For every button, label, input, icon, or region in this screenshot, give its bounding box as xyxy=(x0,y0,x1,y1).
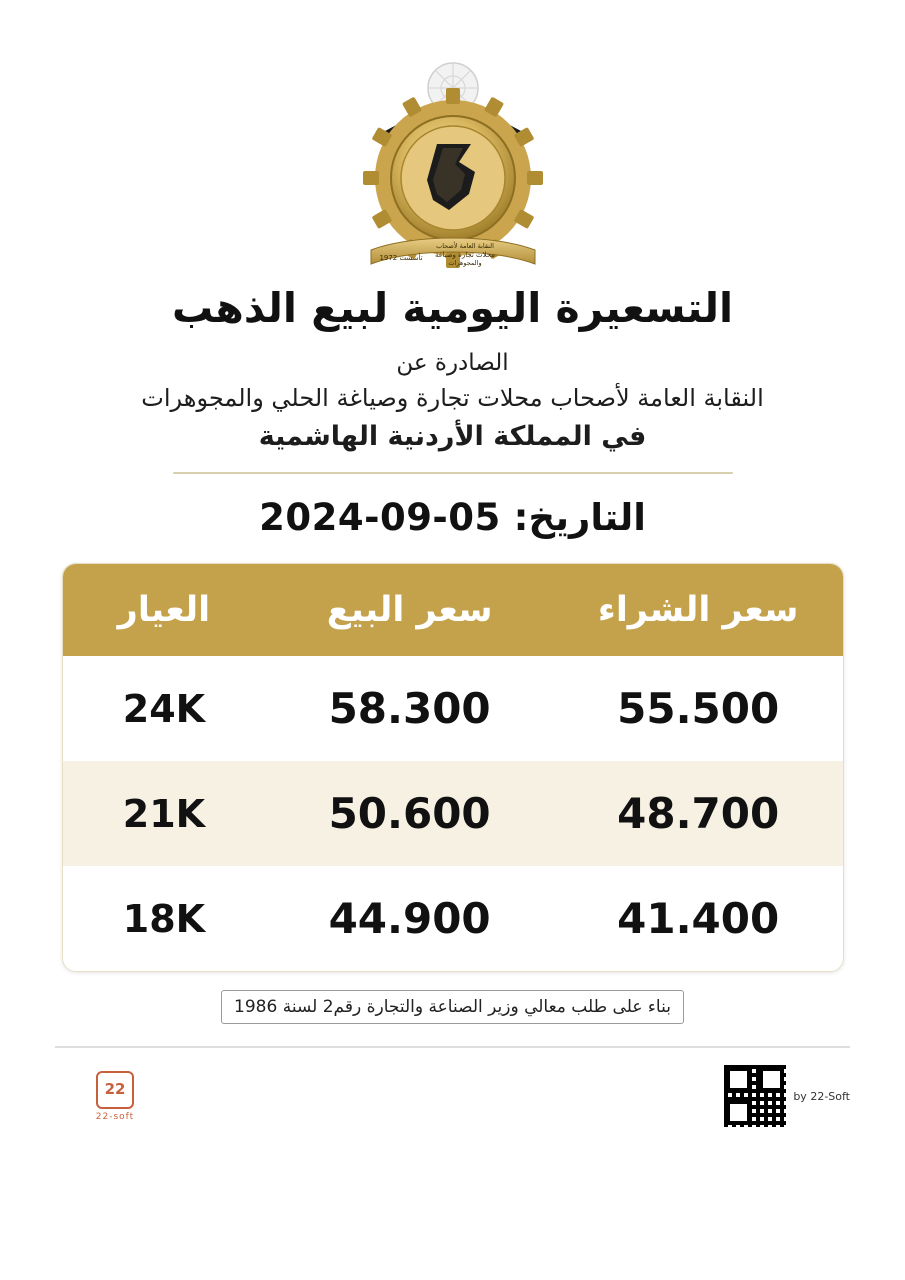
date-label: التاريخ: xyxy=(513,496,646,540)
header-sell-price: سعر البيع xyxy=(326,590,493,631)
title-divider xyxy=(173,472,733,474)
cell-karat: 24K xyxy=(122,686,206,731)
country-name: في المملكة الأردنية الهاشمية xyxy=(258,421,647,453)
header-karat: العيار xyxy=(117,590,211,631)
date-line xyxy=(259,496,646,539)
svg-text:تأسست 1972: تأسست 1972 xyxy=(378,254,423,262)
cell-buy-price: 41.400 xyxy=(617,894,780,944)
table-row xyxy=(63,866,843,971)
cell-sell-price: 44.900 xyxy=(328,894,491,944)
table-row xyxy=(63,656,843,761)
cell-karat: 18K xyxy=(122,896,206,941)
page-title: التسعيرة اليومية لبيع الذهب xyxy=(171,284,734,332)
footer xyxy=(55,1064,850,1128)
table-header-row xyxy=(63,564,843,656)
gold-price-table xyxy=(62,563,844,972)
cell-karat: 21K xyxy=(122,791,206,836)
brand-name: 22-soft xyxy=(95,1111,135,1122)
table-row xyxy=(63,761,843,866)
qr-corner-icon xyxy=(726,1100,751,1125)
date-value: 2024-09-05 xyxy=(259,496,501,540)
cell-buy-price: 48.700 xyxy=(617,789,780,839)
brand-mark-icon xyxy=(96,1071,134,1109)
qr-code-icon[interactable] xyxy=(723,1064,787,1128)
footer-divider xyxy=(55,1046,850,1048)
svg-text:محلات تجارة وصياغة: محلات تجارة وصياغة xyxy=(434,251,495,259)
svg-text:والمجوهرات: والمجوهرات xyxy=(447,259,482,267)
brand-logo xyxy=(55,1071,175,1122)
authority-name: النقابة العامة لأصحاب محلات تجارة وصياغة الحلي والمجوهرات xyxy=(141,383,764,412)
qr-label: by 22-Soft xyxy=(793,1089,850,1103)
svg-text:النقابة العامة لأصحاب: النقابة العامة لأصحاب xyxy=(435,242,494,250)
table-body xyxy=(63,656,843,971)
cell-buy-price: 55.500 xyxy=(617,684,780,734)
legal-note: بناء على طلب معالي وزير الصناعة والتجارة رقم2 لسنة 1986 xyxy=(221,990,684,1024)
cell-sell-price: 50.600 xyxy=(328,789,491,839)
union-emblem xyxy=(338,26,568,276)
brand-mark-text: 22 xyxy=(104,1080,126,1099)
cell-sell-price: 58.300 xyxy=(328,684,491,734)
header-buy-price: سعر الشراء xyxy=(597,590,799,631)
issued-by-label: الصادرة عن xyxy=(396,350,509,377)
qr-area[interactable] xyxy=(723,1064,850,1128)
